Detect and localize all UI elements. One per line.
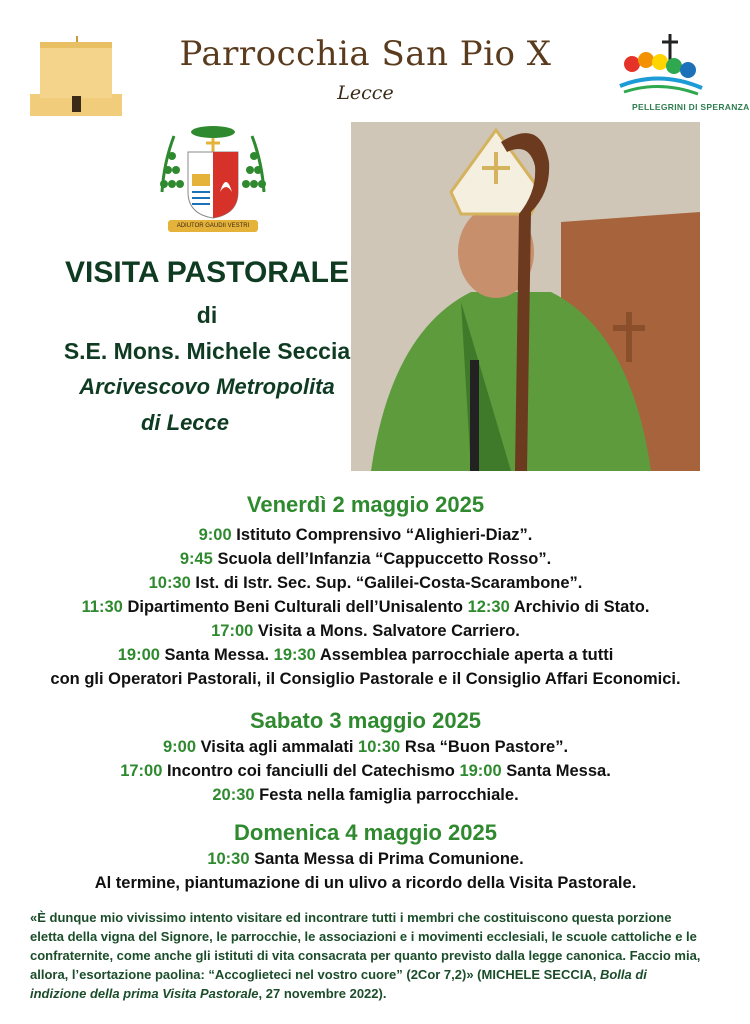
time: 10:30 xyxy=(358,738,401,756)
time: 19:30 xyxy=(273,646,316,664)
time: 10:30 xyxy=(207,850,250,868)
event: Dipartimento Beni Culturali dell’Unisalento xyxy=(122,598,468,616)
event: Santa Messa. xyxy=(501,762,611,780)
archbishop-name: S.E. Mons. Michele Seccia xyxy=(63,338,351,364)
event: Rsa “Buon Pastore”. xyxy=(400,738,569,756)
schedule-line xyxy=(0,550,731,569)
jubilee-pilgrims-icon xyxy=(612,30,708,102)
time: 20:30 xyxy=(212,786,255,804)
quote-text: «È dunque mio vivissimo intento visitare ed incontrare tutti i membri che costituiscono questa porzione eletta della vigna del Signore, le parrocchie, le associazioni e i movimenti ecclesiali, le scuole cattoliche e le confraternite, come anche gli istituti di vita consacrata per quanto previsto dalla legge canonica. Faccio mia, allora, l’esortazione paolina: “Accoglieteci nel vostro cuore” (2Cor 7,2)» (MICHELE SECCIA, xyxy=(30,910,701,982)
pastoral-quote xyxy=(30,908,702,1003)
schedule-line xyxy=(0,526,731,545)
parish-title: Parrocchia San Pio X xyxy=(179,34,552,74)
time: 19:00 xyxy=(459,762,502,780)
event: Scuola dell’Infanzia “Cappuccetto Rosso”. xyxy=(212,550,552,568)
schedule-line xyxy=(0,874,731,893)
schedule-line xyxy=(0,850,731,869)
schedule-line xyxy=(0,670,731,689)
schedule-line xyxy=(0,762,731,781)
event: Archivio di Stato. xyxy=(509,598,650,616)
event: Al termine, piantumazione di un ulivo a ricordo della Visita Pastorale. xyxy=(94,874,637,892)
event: Santa Messa. xyxy=(159,646,274,664)
event: Ist. di Istr. Sec. Sup. “Galilei-Costa-Scarambone”. xyxy=(190,574,583,592)
schedule-line xyxy=(0,786,731,805)
event: Visita agli ammalati xyxy=(196,738,359,756)
parish-city: Lecce xyxy=(337,82,394,104)
day-1-title: Venerdì 2 maggio 2025 xyxy=(246,492,485,517)
crest-motto: ADIUTOR GAUDII VESTRI xyxy=(168,220,258,232)
archbishop-photo xyxy=(351,122,700,471)
event: Istituto Comprensivo “Alighieri-Diaz”. xyxy=(231,526,533,544)
archbishop-role: Arcivescovo Metropolita xyxy=(79,374,335,399)
time: 10:30 xyxy=(148,574,191,592)
event: con gli Operatori Pastorali, il Consiglio Pastorale e il Consiglio Affari Economici. xyxy=(50,670,681,688)
archbishop-place: di Lecce xyxy=(140,410,230,435)
visit-heading: VISITA PASTORALE xyxy=(65,256,349,289)
time: 19:00 xyxy=(117,646,160,664)
event: Festa nella famiglia parrocchiale. xyxy=(254,786,519,804)
day-3-title: Domenica 4 maggio 2025 xyxy=(234,820,497,845)
day-2-title: Sabato 3 maggio 2025 xyxy=(249,708,482,733)
church-icon xyxy=(30,36,122,116)
schedule-line xyxy=(0,738,731,757)
quote-source-title: Bolla di indizione della prima Visita Pastorale xyxy=(30,967,647,1001)
time: 9:00 xyxy=(162,738,196,756)
bishop-crest-icon xyxy=(154,122,272,222)
time: 9:00 xyxy=(198,526,232,544)
time: 17:00 xyxy=(211,622,254,640)
time: 9:45 xyxy=(179,550,213,568)
schedule-line xyxy=(0,646,731,665)
schedule-line xyxy=(0,574,731,593)
jubilee-logo xyxy=(612,30,750,120)
schedule-line xyxy=(0,622,731,641)
event: Incontro coi fanciulli del Catechismo xyxy=(162,762,460,780)
jubilee-label: PELLEGRINI DI SPERANZA xyxy=(632,102,750,112)
time: 12:30 xyxy=(467,598,510,616)
event: Santa Messa di Prima Comunione. xyxy=(249,850,524,868)
coat-of-arms xyxy=(154,122,272,244)
time: 11:30 xyxy=(81,598,123,616)
event: Assemblea parrocchiale aperta a tutti xyxy=(315,646,614,664)
event: Visita a Mons. Salvatore Carriero. xyxy=(253,622,520,640)
visit-of-label: di xyxy=(196,302,218,328)
time: 17:00 xyxy=(120,762,163,780)
quote-source-date: , 27 novembre 2022). xyxy=(258,986,387,1001)
schedule-line xyxy=(0,598,731,617)
